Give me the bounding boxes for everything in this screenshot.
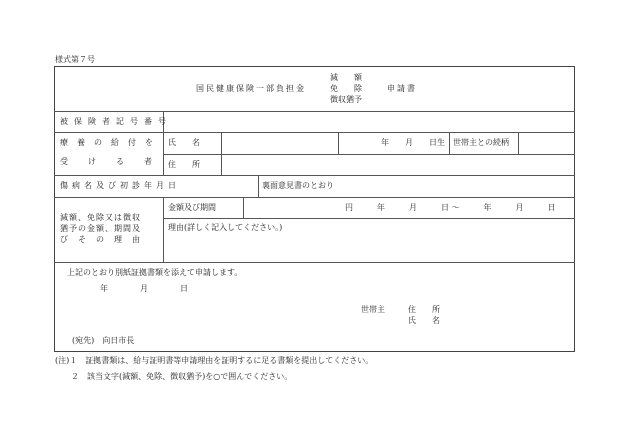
rule bbox=[163, 218, 575, 219]
rule bbox=[163, 132, 164, 175]
address-field[interactable] bbox=[222, 155, 574, 174]
relation-label: 世帯主との続柄 bbox=[453, 138, 509, 147]
date-line: 年 月 日 bbox=[100, 284, 188, 293]
reason-section-label-3: び そ の 理 由 bbox=[60, 235, 141, 244]
reason-section-label-2: 猶予の金額、期間及 bbox=[60, 224, 141, 233]
amount-period-label: 金額及び期間 bbox=[168, 203, 216, 212]
recipient-label-line-2: 受 け る 者 bbox=[60, 157, 158, 166]
disease-label: 傷病名及び初診年月日 bbox=[60, 181, 180, 190]
title-option-exempt: 免 除 bbox=[330, 84, 362, 93]
disease-value: 裏面意見書のとおり bbox=[262, 181, 334, 190]
head-address-label: 住 所 bbox=[408, 305, 440, 314]
rule bbox=[258, 175, 259, 197]
reason-field[interactable] bbox=[164, 233, 574, 261]
name-label: 氏 名 bbox=[168, 138, 200, 147]
title-option-reduce: 減 額 bbox=[330, 73, 362, 82]
reason-section-label-1: 減額、免除又は徴収 bbox=[60, 213, 141, 222]
head-name-label: 氏 名 bbox=[408, 316, 440, 325]
declaration: 上記のとおり別紙証拠書類を添えて申請します。 bbox=[67, 268, 243, 277]
note-1: (注)１ 証拠書類は、給与証明書等申請理由を証明するに足る書類を提出してください。 bbox=[55, 356, 374, 365]
birth-date-label: 年 月 日生 bbox=[381, 138, 445, 147]
addressee: (宛先) 向日市長 bbox=[72, 336, 135, 345]
insured-number-label: 被保険者記号番号 bbox=[60, 117, 172, 126]
address-label: 住 所 bbox=[168, 160, 200, 169]
head-label: 世帯主 bbox=[361, 305, 385, 314]
title-main: 国民健康保険一部負担金 bbox=[196, 84, 306, 93]
reason-label: 理由(詳しく記入してください。) bbox=[168, 223, 283, 232]
relation-field[interactable] bbox=[519, 133, 574, 153]
title-suffix: 申請書 bbox=[387, 84, 417, 93]
rule bbox=[243, 197, 244, 218]
amount-period-value: 円 年 月 日 〜 年 月 日 bbox=[345, 203, 556, 212]
rule bbox=[54, 175, 575, 176]
name-field[interactable] bbox=[222, 133, 337, 153]
note-2: ２ 該当文字(減額、免除、徴収猶予)を○で囲んでください。 bbox=[71, 372, 293, 381]
rule bbox=[54, 197, 575, 198]
insured-number-field[interactable] bbox=[164, 112, 574, 131]
rule bbox=[338, 132, 339, 154]
rule bbox=[54, 262, 575, 263]
title-option-defer: 徴収猶予 bbox=[330, 95, 362, 104]
recipient-label-line-1: 療養の給付を bbox=[60, 138, 162, 147]
form-number: 様式第７号 bbox=[55, 55, 95, 64]
rule bbox=[449, 132, 450, 154]
